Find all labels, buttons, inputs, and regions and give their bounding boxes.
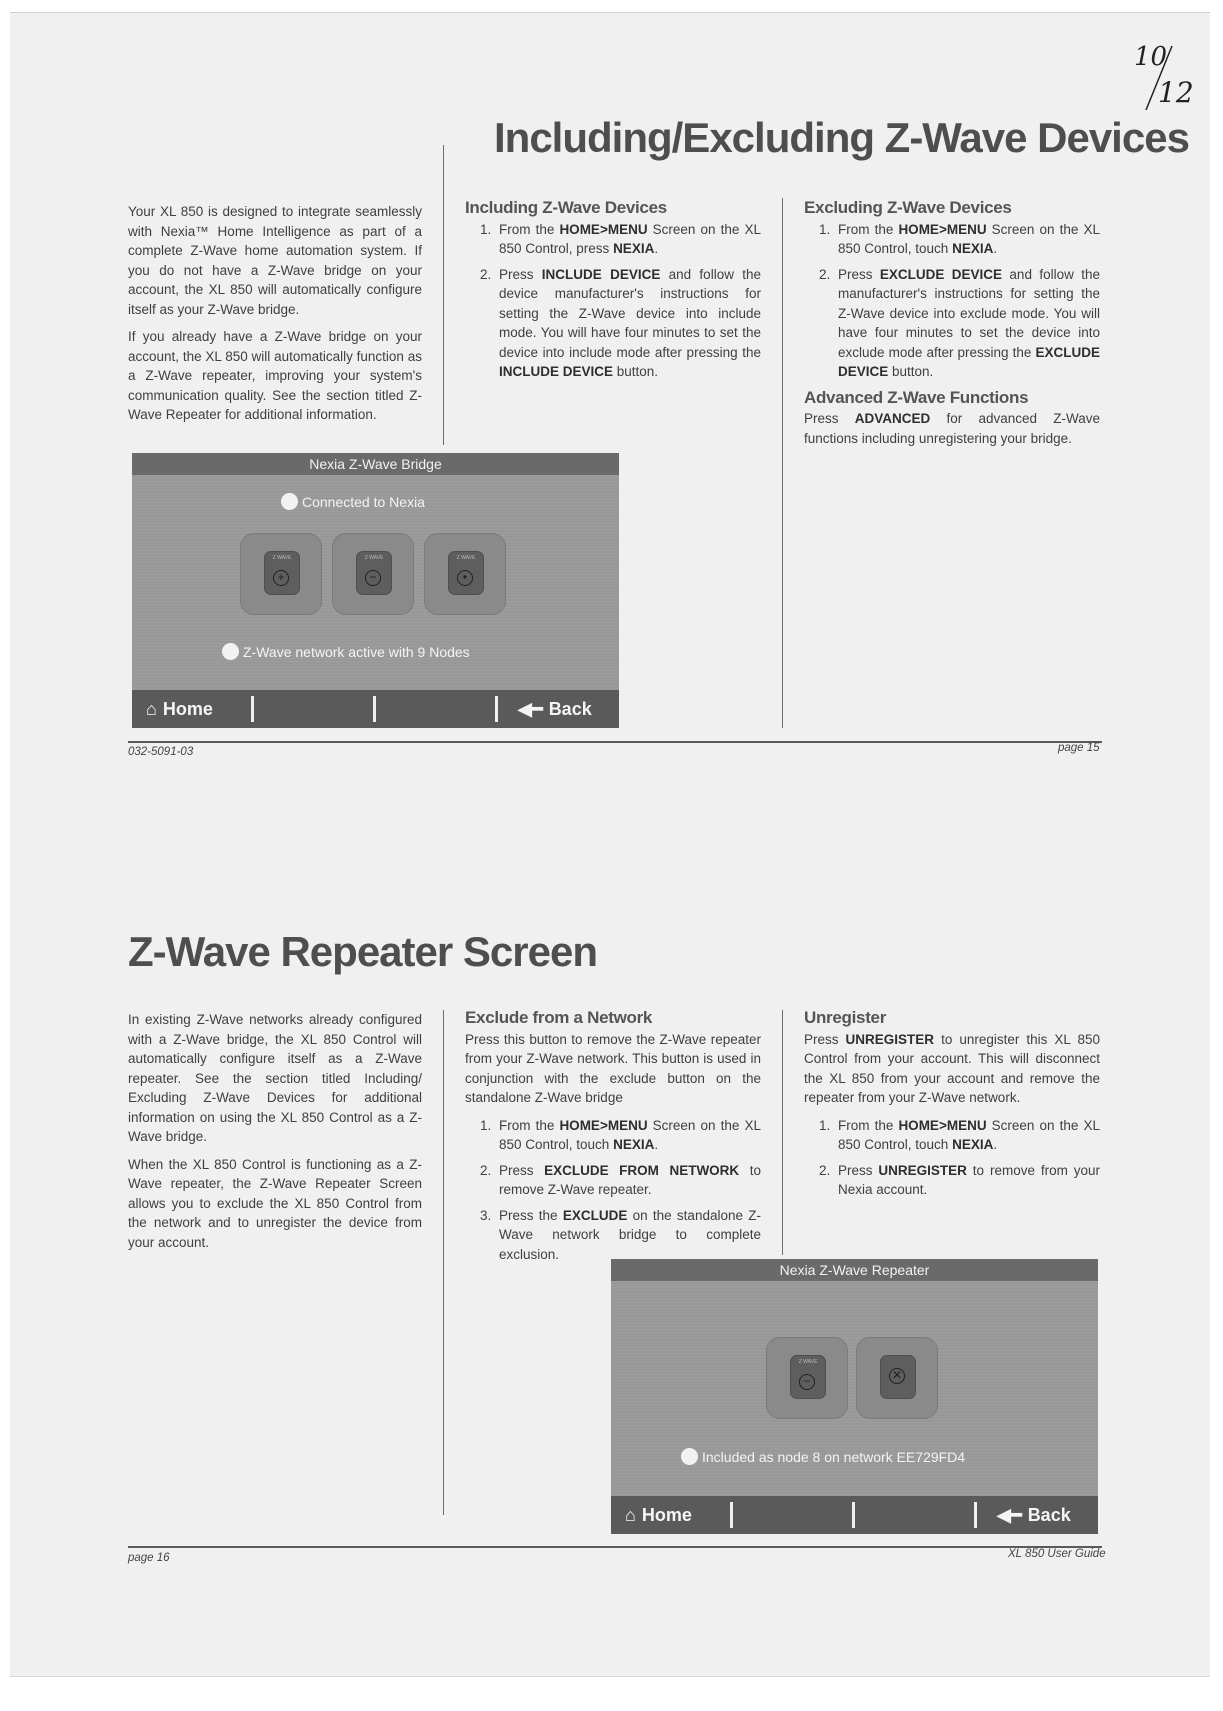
column-divider [782,1010,783,1255]
zwave-include-icon: Z WAVE + [264,551,300,595]
page-number: page 16 [128,1552,170,1564]
sheet-top-edge [10,12,1210,13]
section-heading: Advanced Z-Wave Functions [804,387,1029,407]
unregister-section [804,1008,1100,1206]
section-heading: Exclude from a Network [465,1008,653,1027]
nav-separator [974,1502,977,1528]
exclude-from-network-button[interactable] [766,1337,848,1419]
column-divider [443,145,444,445]
list-item: 2. Press EXCLUDE FROM NETWORK to remove Z-Wave repeater. [495,1161,761,1200]
note-denominator: 12 [1158,76,1194,109]
handwritten-page-note [1128,40,1198,110]
section-heading: Unregister [804,1008,887,1027]
nav-separator [852,1502,855,1528]
steps-list [804,220,1100,382]
page-title-including-excluding: Including/Excluding Z-Wave Devices [494,114,1189,161]
list-item: 1. From the HOME>MENU Screen on the XL 850 Control, touch NEXIA. [495,1116,761,1155]
nav-separator [251,696,254,722]
unregister-paragraph: Press UNREGISTER to unregister this XL 850 Control from your account. This will disconnect the XL 850 from your account and remove the repeater from your Z-Wave network. [804,1031,1100,1105]
footer-rule [128,1546,1102,1548]
list-item: 2. Press UNREGISTER to remove from your Nexia account. [834,1161,1100,1200]
nav-separator [730,1502,733,1528]
repeater-status: Included as node 8 on network EE729FD4 [681,1448,965,1465]
list-item: 1. From the HOME>MENU Screen on the XL 850 Control, touch NEXIA. [834,1116,1100,1155]
screen-navbar [611,1496,1098,1534]
page-title-repeater: Z-Wave Repeater Screen [128,928,597,975]
zwave-advanced-icon: Z WAVE • [448,551,484,595]
guide-title: XL 850 User Guide [1008,1548,1106,1560]
steps-list [465,1116,761,1265]
exclude-device-button[interactable] [332,533,414,615]
back-button[interactable]: ◀━ Back [518,699,592,719]
nav-separator [495,696,498,722]
list-item: 2. Press EXCLUDE DEVICE and follow the manufacturer's instructions for setting the Z-Wave device into exclude mode. You will have four minutes to set the device into exclude mode after pressing the EXCLUDE DEVICE button. [834,265,1100,382]
home-button[interactable]: ⌂ Home [146,699,213,719]
advanced-button[interactable] [424,533,506,615]
unregister-button[interactable] [856,1337,938,1419]
home-icon: ⌂ [625,1505,636,1525]
zwave-exclude-icon: Z WAVE − [790,1355,826,1399]
home-button[interactable]: ⌂ Home [625,1505,692,1525]
column-divider [443,1010,444,1515]
intro-column [128,1010,422,1260]
screen-title: Nexia Z-Wave Repeater [611,1259,1098,1281]
status-dot-icon [281,493,298,510]
footer-rule [128,741,1102,743]
status-dot-icon [681,1448,698,1465]
network-status: Z-Wave network active with 9 Nodes [222,643,470,660]
screen-title: Nexia Z-Wave Bridge [132,453,619,475]
nexia-repeater-screenshot [611,1259,1098,1534]
section-heading: Excluding Z-Wave Devices [804,198,1012,217]
intro-paragraph: When the XL 850 Control is functioning as a Z-Wave repeater, the Z-Wave Repeater Screen allows you to exclude the XL 850 Control from the network and to unregister the device from your account. [128,1156,422,1250]
steps-list [804,1116,1100,1200]
screen-navbar [132,690,619,728]
intro-paragraph: If you already have a Z-Wave bridge on your account, the XL 850 will automatically function as a Z-Wave repeater, improving your system's communication quality. See the section titled Z-Wave Repeater for additional information. [128,329,422,422]
section-heading: Including Z-Wave Devices [465,198,667,217]
back-button[interactable]: ◀━ Back [997,1505,1071,1525]
steps-list [465,220,761,382]
list-item: 1. From the HOME>MENU Screen on the XL 850 Control, touch NEXIA. [834,220,1100,259]
sheet-bottom-edge [10,1676,1210,1677]
exclude-section [465,1008,761,1270]
connection-status: Connected to Nexia [281,493,425,510]
status-dot-icon [222,643,239,660]
intro-paragraph: Your XL 850 is designed to integrate seamlessly with Nexia™ Home Intelligence as part of a complete Z-Wave home automation system. If you do not have a Z-Wave bridge on your account, the XL 850 will automatically configure itself as your Z-Wave bridge. [128,204,422,317]
zwave-exclude-icon: Z WAVE − [356,551,392,595]
list-item: 1. From the HOME>MENU Screen on the XL 850 Control, press NEXIA. [495,220,761,259]
exclude-paragraph: Press this button to remove the Z-Wave repeater from your Z-Wave network. This button is used in conjunction with the exclude button on the standalone Z-Wave bridge [465,1031,761,1105]
note-numerator: 10 [1134,42,1168,72]
nexia-bridge-screenshot [132,453,619,728]
including-section [465,198,761,388]
list-item: 2. Press INCLUDE DEVICE and follow the device manufacturer's instructions for setting the Z-Wave device into include mode. You will have four minutes to set the device into include mode after pressing the INCLUDE DEVICE button. [495,265,761,382]
column-divider [782,198,783,728]
unregister-icon: ✕ [880,1355,916,1399]
document-number: 032-5091-03 [128,746,194,758]
include-device-button[interactable] [240,533,322,615]
page-number: page 15 [1058,742,1100,754]
intro-paragraph: In existing Z-Wave networks already configured with a Z-Wave bridge, the XL 850 Control will automatically configure itself as a Z-Wave repeater. See the section titled Including/ Excluding Z-Wave Devices for additional information on using the XL 850 Control as a Z-Wave bridge. [128,1012,422,1144]
back-arrow-icon: ◀━ [997,1505,1022,1525]
list-item: 3. Press the EXCLUDE on the standalone Z-Wave network bridge to complete exclusion. [495,1206,761,1265]
excluding-section [804,198,1100,456]
advanced-paragraph: Press ADVANCED for advanced Z-Wave functions including unregistering your bridge. [804,411,1100,446]
back-arrow-icon: ◀━ [518,699,543,719]
nav-separator [373,696,376,722]
home-icon: ⌂ [146,699,157,719]
intro-column [128,202,422,433]
